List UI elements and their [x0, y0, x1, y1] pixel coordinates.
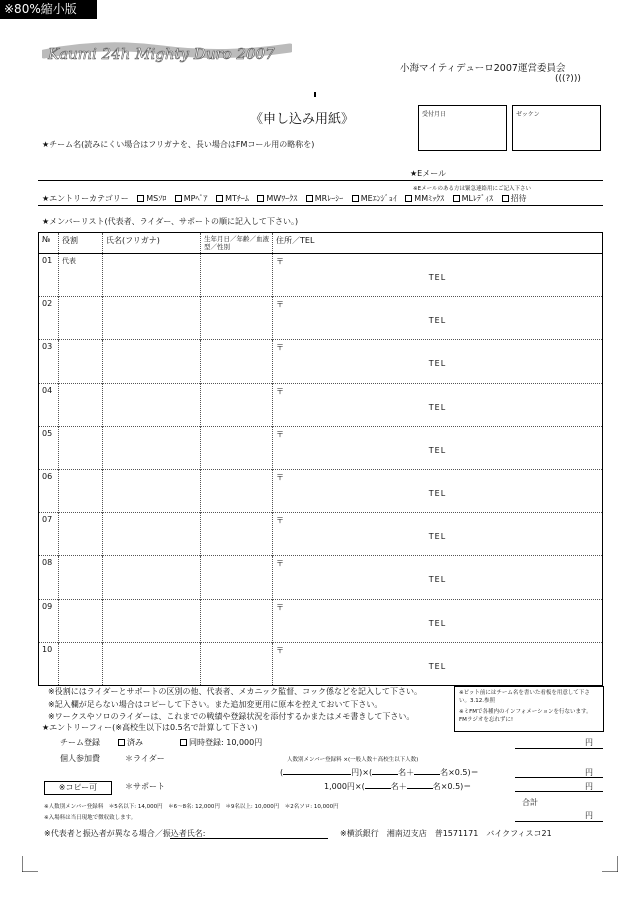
- member-table: [38, 232, 603, 686]
- category-option[interactable]: MLﾚﾃﾞｨｽ: [447, 194, 493, 203]
- committee-sub: (((?))): [555, 74, 581, 84]
- pit-fm-notice: [454, 686, 604, 732]
- cell-address[interactable]: [273, 426, 603, 469]
- notes-block: [48, 686, 422, 724]
- total-line: [515, 821, 603, 822]
- cell-no: 04: [39, 383, 59, 426]
- personal-fee-label: 個人参加費: [60, 754, 100, 763]
- copy-ok-label: ※コピー可: [44, 781, 112, 795]
- cell-birth[interactable]: [201, 340, 273, 383]
- cell-no: 03: [39, 340, 59, 383]
- cell-address[interactable]: [273, 513, 603, 556]
- event-logo: [42, 40, 292, 66]
- cell-name[interactable]: [103, 642, 201, 685]
- cell-name[interactable]: [103, 599, 201, 642]
- divider-line: [38, 180, 603, 181]
- entry-category-row: [42, 193, 527, 204]
- yen-mark: 円: [585, 811, 593, 820]
- cell-name[interactable]: [103, 297, 201, 340]
- note-line: ※役割にはライダーとサポートの区別の他、代表者、メカニック監督、コック係などを記入して下さい。: [48, 687, 422, 696]
- amount-line: [515, 748, 603, 749]
- payer-label: ※代表者と振込者が異なる場合／振込者氏名:: [44, 829, 206, 838]
- tel-label: TEL: [428, 532, 447, 542]
- tel-label: TEL: [428, 273, 447, 282]
- total-label: 合計: [522, 798, 538, 807]
- table-row: [39, 556, 603, 599]
- cell-name[interactable]: [103, 254, 201, 297]
- cell-no: 10: [39, 642, 59, 685]
- category-option[interactable]: MTﾁｰﾑ: [210, 194, 249, 203]
- divider-line: [38, 205, 603, 206]
- cell-address[interactable]: [273, 254, 603, 297]
- tel-label: TEL: [428, 488, 447, 498]
- postal-mark: 〒: [276, 429, 284, 439]
- payer-name-field[interactable]: [170, 838, 328, 839]
- yen-mark: 円: [585, 782, 593, 791]
- category-option[interactable]: MEｴﾝｼﾞｮｲ: [346, 194, 397, 203]
- table-row: [39, 469, 603, 512]
- header-name: 氏名(フリガナ): [103, 233, 201, 254]
- header-birth: 生年月日／年齢／血液型／性別: [201, 233, 273, 254]
- email-note: ※Eメールのある方は緊急連絡用にご記入下さい: [413, 186, 531, 192]
- cell-name[interactable]: [103, 469, 201, 512]
- team-reg-done-option[interactable]: 済み: [118, 737, 143, 748]
- category-option[interactable]: MPﾍﾟｱ: [169, 194, 208, 203]
- zekken-box[interactable]: [512, 105, 601, 151]
- svg-text:Kaumi 24h Mighty Duro 2007: Kaumi 24h Mighty Duro 2007: [48, 45, 275, 63]
- entry-category-label: ★エントリーカテゴリー: [42, 194, 129, 203]
- crop-mark: [22, 856, 38, 872]
- fee-schedule: ※人数別メンバー登録料 ＊5名以下: 14,000円 ＊6〜8名: 12,000円 ＊9名以上: 10,000円 ＊2名ソロ: 10,000円: [44, 804, 339, 810]
- cell-no: 05: [39, 426, 59, 469]
- postal-mark: 〒: [276, 343, 284, 353]
- rider-label: ＊ライダー: [125, 754, 165, 763]
- cell-birth[interactable]: [201, 556, 273, 599]
- category-option[interactable]: MSｿﾛ: [131, 194, 166, 203]
- cell-role[interactable]: 代表: [59, 254, 103, 297]
- table-row: [39, 297, 603, 340]
- tel-label: TEL: [428, 316, 447, 326]
- table-row: [39, 426, 603, 469]
- cell-role[interactable]: [59, 469, 103, 512]
- cell-birth[interactable]: [201, 254, 273, 297]
- support-calc: 1,000円×( 名＋ 名×0.5)＝: [324, 782, 472, 791]
- cell-no: 07: [39, 513, 59, 556]
- postal-mark: 〒: [276, 559, 284, 569]
- fm-note: ※ミFMで各種内のインフォメーションを行ないます。FMラジオを忘れずに!: [459, 709, 592, 723]
- table-row: [39, 254, 603, 297]
- rider-youth-count[interactable]: [414, 774, 440, 775]
- bank-info: ※横浜銀行 湘南辺支店 普1571171 バイクフィスコ21: [340, 829, 552, 838]
- yen-mark: 円: [585, 768, 593, 777]
- cell-role[interactable]: [59, 383, 103, 426]
- table-row: [39, 642, 603, 685]
- cell-role[interactable]: [59, 297, 103, 340]
- cell-address[interactable]: [273, 599, 603, 642]
- team-reg-label: チーム登録: [60, 738, 100, 747]
- postal-mark: 〒: [276, 386, 284, 396]
- cell-address[interactable]: [273, 340, 603, 383]
- cell-role[interactable]: [59, 426, 103, 469]
- category-option[interactable]: MWﾜｰｸｽ: [251, 194, 297, 203]
- cell-birth[interactable]: [201, 469, 273, 512]
- header-role: 役割: [59, 233, 103, 254]
- category-option[interactable]: MRﾚｰｼｰ: [300, 194, 343, 203]
- header-no: №: [39, 233, 59, 254]
- tel-label: TEL: [428, 575, 447, 585]
- received-date-box[interactable]: [418, 105, 507, 151]
- cell-birth[interactable]: [201, 297, 273, 340]
- team-reg-same-option[interactable]: 同時登録: 10,000円: [180, 737, 262, 748]
- postal-mark: 〒: [276, 645, 284, 655]
- fee-label: ★エントリーフィー(※高校生以下は0.5名で計算して下さい): [42, 723, 258, 732]
- cell-role[interactable]: [59, 599, 103, 642]
- entrance-fee-note: ※入場料は当日現地で徴収致します。: [44, 815, 137, 821]
- table-row: [39, 383, 603, 426]
- support-label: ＊サポート: [125, 782, 165, 791]
- postal-mark: 〒: [276, 257, 284, 266]
- committee-name: 小海マイティデューロ2007運営委員会: [400, 63, 566, 74]
- cell-birth[interactable]: [201, 513, 273, 556]
- category-option[interactable]: 招待: [496, 194, 527, 203]
- cell-address[interactable]: [273, 642, 603, 685]
- tel-label: TEL: [428, 402, 447, 412]
- pit-note: ※ピット前にはチーム名を書いた看板を用意して下さい。3.12.参照: [459, 690, 590, 704]
- rider-rate-field[interactable]: [283, 774, 351, 775]
- postal-mark: 〒: [276, 516, 284, 526]
- cell-no: 09: [39, 599, 59, 642]
- cell-address[interactable]: [273, 297, 603, 340]
- tel-label: TEL: [428, 618, 447, 628]
- cell-name[interactable]: [103, 426, 201, 469]
- postal-mark: 〒: [276, 602, 284, 612]
- tel-label: TEL: [428, 359, 447, 369]
- note-line: ※ワークスやソロのライダーは、これまでの戦績や登録状況を添付するかまたはメモ書きして下さい。: [48, 712, 415, 721]
- cell-birth[interactable]: [201, 642, 273, 685]
- cell-role[interactable]: [59, 556, 103, 599]
- cell-name[interactable]: [103, 513, 201, 556]
- member-list-label: ★メンバーリスト(代表者、ライダー、サポートの順に記入して下さい。): [42, 217, 299, 226]
- team-name-field[interactable]: [40, 165, 400, 179]
- cell-role[interactable]: [59, 642, 103, 685]
- tick-mark: [314, 92, 316, 97]
- cell-no: 06: [39, 469, 59, 512]
- yen-mark: 円: [585, 738, 593, 747]
- table-row: [39, 599, 603, 642]
- cell-name[interactable]: [103, 340, 201, 383]
- cell-address[interactable]: [273, 383, 603, 426]
- cell-name[interactable]: [103, 383, 201, 426]
- header-address: 住所／TEL: [273, 233, 603, 254]
- cell-role[interactable]: [59, 340, 103, 383]
- postal-mark: 〒: [276, 472, 284, 482]
- cell-birth[interactable]: [201, 383, 273, 426]
- per-member-header: 人数別メンバー登録料 ×(一般人数＋高校生以下人数): [287, 757, 419, 763]
- rider-calc: ( 円)×( 名＋ 名×0.5)＝: [280, 768, 479, 777]
- cell-birth[interactable]: [201, 426, 273, 469]
- cell-birth[interactable]: [201, 599, 273, 642]
- zekken-label: ゼッケン: [516, 111, 540, 118]
- cell-name[interactable]: [103, 556, 201, 599]
- team-name-label: ★チーム名(読みにくい場合はフリガナを、長い場合はFMコール用の略称を): [42, 140, 315, 149]
- table-row: [39, 513, 603, 556]
- form-title: 《申し込み用紙》: [250, 112, 355, 127]
- received-date-label: 受付月日: [422, 111, 447, 118]
- tel-label: TEL: [428, 661, 447, 671]
- rider-adult-count[interactable]: [372, 774, 398, 775]
- cell-no: 02: [39, 297, 59, 340]
- crop-mark: [602, 856, 618, 872]
- category-option[interactable]: MMﾐｯｸｽ: [399, 194, 444, 203]
- cell-address[interactable]: [273, 556, 603, 599]
- support-adult-count[interactable]: [365, 788, 391, 789]
- table-row: [39, 340, 603, 383]
- cell-no: 01: [39, 254, 59, 297]
- cell-address[interactable]: [273, 469, 603, 512]
- support-youth-count[interactable]: [407, 788, 433, 789]
- note-line: ※記入欄が足らない場合はコピーして下さい。また追加変更用に原本を控えておいて下さい。: [48, 699, 383, 709]
- email-label: ★Eメール: [410, 169, 447, 178]
- email-field[interactable]: [460, 166, 603, 179]
- postal-mark: 〒: [276, 300, 284, 310]
- tel-label: TEL: [428, 445, 447, 455]
- cell-role[interactable]: [59, 513, 103, 556]
- cell-no: 08: [39, 556, 59, 599]
- table-header-row: [39, 233, 603, 254]
- reduced-version-badge: ※80%縮小版: [0, 0, 97, 19]
